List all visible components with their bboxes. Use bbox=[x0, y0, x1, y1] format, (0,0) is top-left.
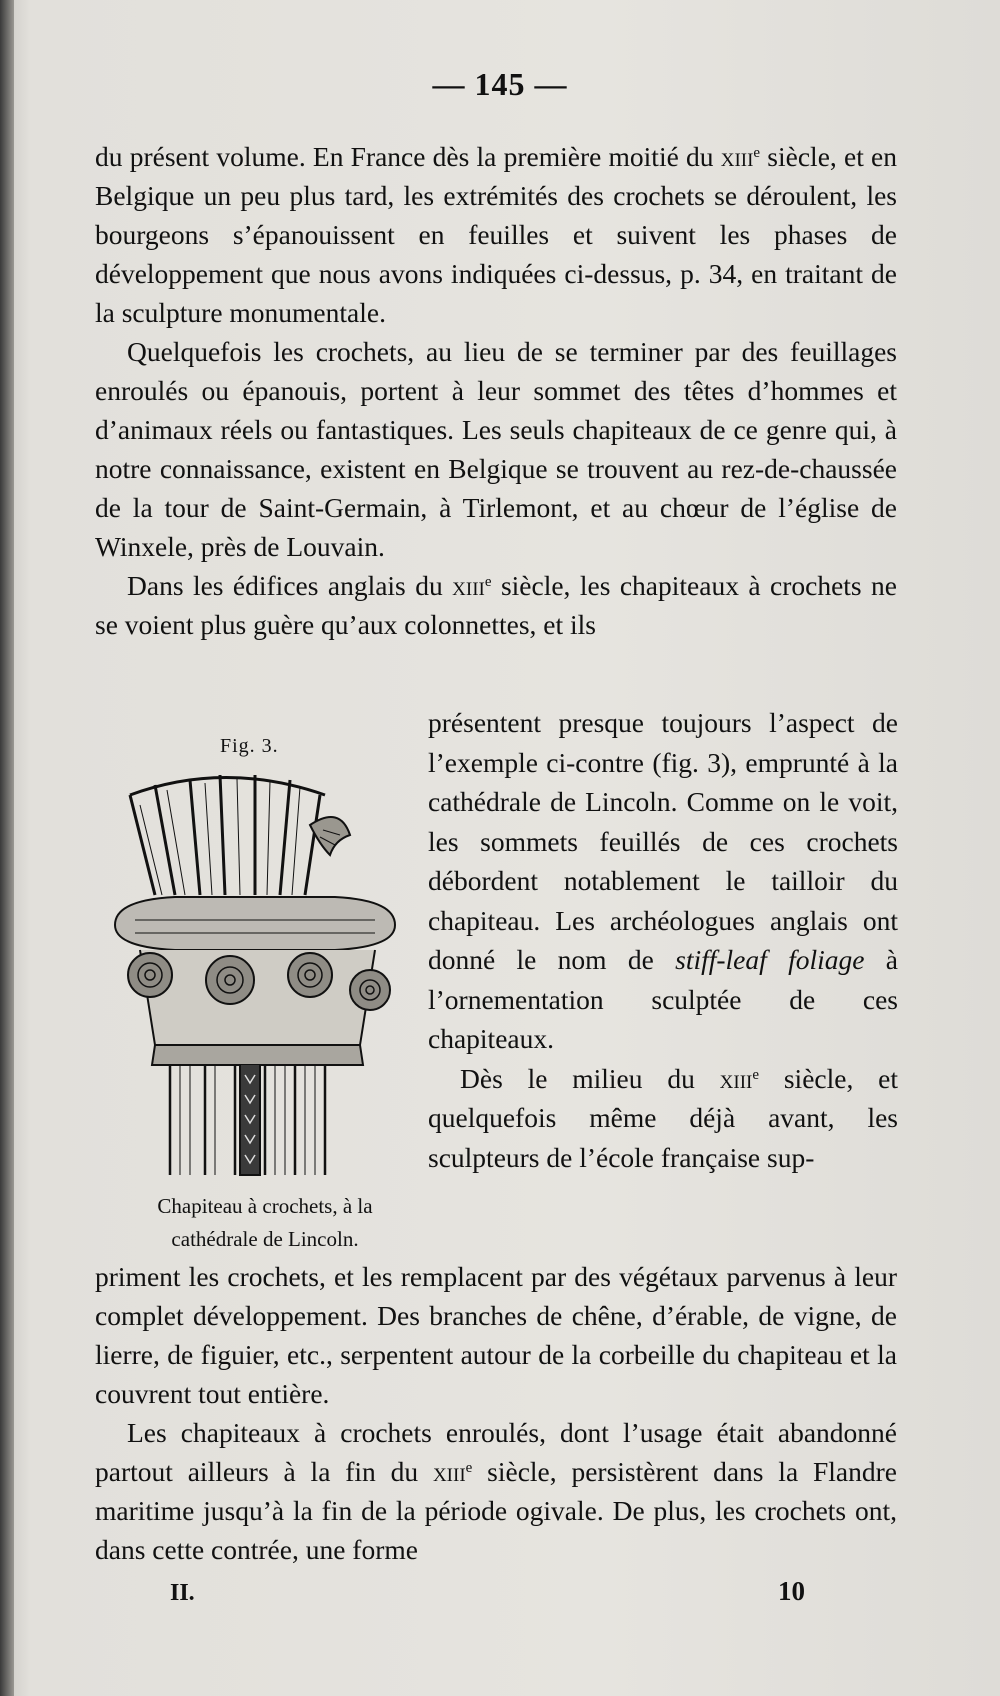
text-block-top bbox=[95, 137, 897, 644]
paragraph-5: Les chapiteaux à crochets enroulés, dont l’usage était abandonné partout ailleurs à la fin du xiii$^e$ siècle, persistèrent dans la Flandre maritime jusqu’à la fin de la période ogivale. De plus, les crochets ont, dans cette contrée, une forme bbox=[95, 1417, 897, 1565]
page-edge-shadow bbox=[0, 0, 14, 1696]
caption-line-1: Chapiteau à crochets, à la bbox=[157, 1194, 373, 1218]
text-block-bottom bbox=[95, 1257, 897, 1569]
capital-engraving bbox=[95, 775, 415, 1195]
signature-mark: II. bbox=[170, 1580, 195, 1606]
caption-line-2: cathédrale de Lincoln. bbox=[171, 1227, 359, 1251]
figure-caption bbox=[120, 1190, 410, 1256]
wrapped-text bbox=[428, 703, 898, 1177]
paragraph-3-continued: présentent presque toujours l’aspect de l’exemple ci-contre (fig. 3), emprunté à la cathédrale de Lincoln. Comme on le voit, les sommets feuillés de ces crochets débordent notablement le tailloir du chapiteau. Les archéologues anglais ont donné le nom de stiff-leaf foliage à l’ornementation sculptée de ces chapiteaux. bbox=[428, 707, 898, 1054]
paragraph-4-continued: priment les crochets, et les remplacent par des végétaux parvenus à leur complet développement. Des branches de chêne, d’érable, de vigne, de lierre, de figuier, etc., serpentent autour de la corbeille du chapiteau et la couvrent tout entière. bbox=[95, 1261, 897, 1409]
paragraph-4: Dès le milieu du xiii$^e$ siècle, et quelquefois même déjà avant, les sculpteurs de l’école française sup- bbox=[428, 1062, 898, 1173]
page-number: — 145 — bbox=[432, 66, 568, 102]
signature-number: 10 bbox=[778, 1576, 805, 1606]
paragraph-2: Quelquefois les crochets, au lieu de se terminer par des feuillages enroulés ou épanouis, portent à leur sommet des têtes d’hommes et d’animaux réels ou fantastiques. Les seuls chapiteaux de ce genre qui, à notre connaissance, existent en Belgique se trouvent au rez-de-chaussée de la tour de Saint-Germain, à Tirlemont, et au chœur de l’église de Winxele, près de Louvain. bbox=[95, 336, 897, 562]
paragraph-1: du présent volume. En France dès la première moitié du xiii$^e$ siècle, et en Belgique un peu plus tard, les extrémités des crochets se déroulent, les bourgeons s’épanouissent en feuilles et suivent les phases de développement que nous avons indiquées ci-dessus, p. 34, en traitant de la sculpture monumentale. bbox=[95, 141, 897, 328]
paragraph-3: Dans les édifices anglais du xiii$^e$ siècle, les chapiteaux à crochets ne se voient plus guère qu’aux colonnettes, et ils bbox=[95, 570, 898, 640]
figure-label: Fig. 3. bbox=[220, 735, 279, 757]
